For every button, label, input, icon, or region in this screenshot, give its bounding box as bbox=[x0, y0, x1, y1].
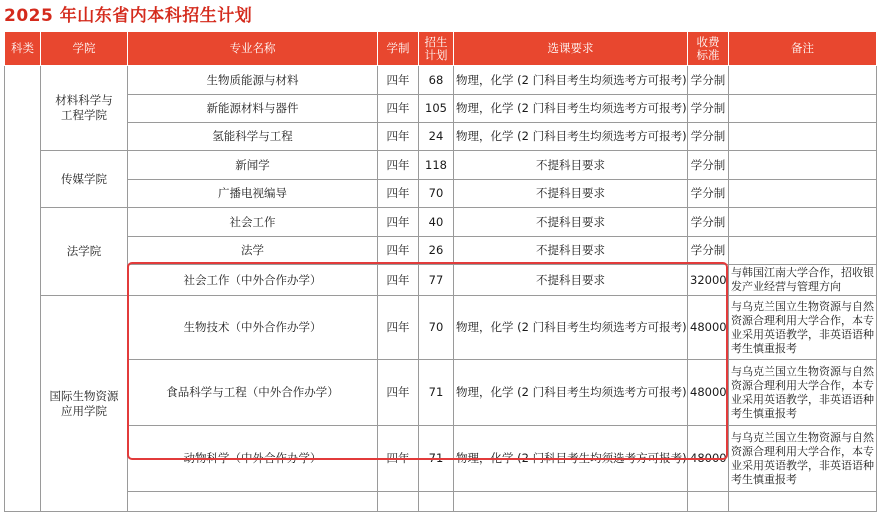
duration-cell: 四年 bbox=[378, 296, 419, 360]
college-materials-line1: 材料科学与 bbox=[55, 93, 113, 107]
plan-cell bbox=[419, 492, 454, 512]
note-cell: 与韩国江南大学合作，招收银发产业经营与管理方向 bbox=[729, 265, 877, 296]
fee-cell: 学分制 bbox=[688, 151, 729, 180]
subjects-cell: 不提科目要求 bbox=[454, 237, 688, 265]
major-cell: 社会工作 bbox=[128, 208, 378, 237]
major-cell: 广播电视编导 bbox=[128, 180, 378, 208]
header-row bbox=[5, 32, 877, 66]
header-college: 学院 bbox=[41, 32, 128, 66]
note-cell bbox=[729, 151, 877, 180]
table-row bbox=[5, 151, 877, 180]
fee-cell: 学分制 bbox=[688, 237, 729, 265]
subjects-cell: 不提科目要求 bbox=[454, 180, 688, 208]
major-cell: 食品科学与工程（中外合作办学） bbox=[128, 360, 378, 426]
plan-cell: 71 bbox=[419, 360, 454, 426]
header-notes: 备注 bbox=[729, 32, 877, 66]
note-cell bbox=[729, 237, 877, 265]
subjects-cell bbox=[454, 492, 688, 512]
duration-cell: 四年 bbox=[378, 208, 419, 237]
header-plan-line1: 招生 bbox=[424, 34, 448, 49]
fee-cell: 学分制 bbox=[688, 208, 729, 237]
subjects-cell: 物理，化学 (2 门科目考生均须选考方可报考) bbox=[454, 66, 688, 95]
note-cell bbox=[729, 95, 877, 123]
duration-cell: 四年 bbox=[378, 151, 419, 180]
college-materials bbox=[41, 66, 128, 151]
college-media: 传媒学院 bbox=[41, 151, 128, 208]
major-cell: 生物技术（中外合作办学） bbox=[128, 296, 378, 360]
header-duration: 学制 bbox=[378, 32, 419, 66]
fee-cell: 32000 bbox=[688, 265, 729, 296]
major-cell: 法学 bbox=[128, 237, 378, 265]
plan-cell: 26 bbox=[419, 237, 454, 265]
note-cell bbox=[729, 208, 877, 237]
note-cell: 与乌克兰国立生物资源与自然资源合理利用大学合作，本专业采用英语教学，非英语语种考生慎重报考 bbox=[729, 426, 877, 492]
duration-cell: 四年 bbox=[378, 360, 419, 426]
header-fee bbox=[688, 32, 729, 66]
duration-cell: 四年 bbox=[378, 237, 419, 265]
subjects-cell: 不提科目要求 bbox=[454, 151, 688, 180]
enrollment-plan-table bbox=[4, 31, 877, 512]
note-cell bbox=[729, 180, 877, 208]
major-cell: 新能源材料与器件 bbox=[128, 95, 378, 123]
college-bio-line1: 国际生物资源 bbox=[49, 388, 119, 403]
fee-cell: 48000 bbox=[688, 296, 729, 360]
header-subjects: 选课要求 bbox=[454, 32, 688, 66]
fee-cell: 学分制 bbox=[688, 95, 729, 123]
header-category: 科类 bbox=[5, 32, 41, 66]
subjects-cell: 物理，化学 (2 门科目考生均须选考方可报考) bbox=[454, 123, 688, 151]
table-row bbox=[5, 237, 877, 265]
major-cell bbox=[128, 492, 378, 512]
page-title: 2025 年山东省内本科招生计划 bbox=[4, 6, 253, 26]
subjects-cell: 不提科目要求 bbox=[454, 208, 688, 237]
table-row bbox=[5, 426, 877, 492]
major-cell: 氢能科学与工程 bbox=[128, 123, 378, 151]
duration-cell: 四年 bbox=[378, 426, 419, 492]
plan-cell: 24 bbox=[419, 123, 454, 151]
fee-cell bbox=[688, 492, 729, 512]
duration-cell: 四年 bbox=[378, 180, 419, 208]
table-row bbox=[5, 123, 877, 151]
duration-cell: 四年 bbox=[378, 66, 419, 95]
major-cell: 社会工作（中外合作办学） bbox=[128, 265, 378, 296]
table-row bbox=[5, 208, 877, 237]
note-cell bbox=[729, 492, 877, 512]
college-bio-line2: 应用学院 bbox=[61, 403, 107, 418]
college-materials-line2: 工程学院 bbox=[61, 108, 107, 122]
note-cell bbox=[729, 66, 877, 95]
header-major: 专业名称 bbox=[128, 32, 378, 66]
subjects-cell: 物理，化学 (2 门科目考生均须选考方可报考) bbox=[454, 296, 688, 360]
note-cell bbox=[729, 123, 877, 151]
duration-cell: 四年 bbox=[378, 123, 419, 151]
plan-cell: 70 bbox=[419, 180, 454, 208]
table-row bbox=[5, 95, 877, 123]
table-row bbox=[5, 360, 877, 426]
plan-cell: 105 bbox=[419, 95, 454, 123]
duration-cell: 四年 bbox=[378, 265, 419, 296]
fee-cell: 学分制 bbox=[688, 66, 729, 95]
table-row bbox=[5, 180, 877, 208]
major-cell: 新闻学 bbox=[128, 151, 378, 180]
plan-cell: 71 bbox=[419, 426, 454, 492]
college-law: 法学院 bbox=[41, 208, 128, 296]
subjects-cell: 物理，化学 (2 门科目考生均须选考方可报考) bbox=[454, 95, 688, 123]
table-row bbox=[5, 66, 877, 95]
header-plan-line2: 计划 bbox=[424, 47, 448, 62]
header-fee-line1: 收费 bbox=[696, 34, 720, 49]
fee-cell: 48000 bbox=[688, 426, 729, 492]
header-fee-line2: 标准 bbox=[696, 47, 720, 62]
header-plan bbox=[419, 32, 454, 66]
duration-cell: 四年 bbox=[378, 95, 419, 123]
note-cell: 与乌克兰国立生物资源与自然资源合理利用大学合作，本专业采用英语教学，非英语语种考生慎重报考 bbox=[729, 296, 877, 360]
subjects-cell: 物理，化学 (2 门科目考生均须选考方可报考) bbox=[454, 426, 688, 492]
note-cell: 与乌克兰国立生物资源与自然资源合理利用大学合作，本专业采用英语教学，非英语语种考生慎重报考 bbox=[729, 360, 877, 426]
table-row bbox=[5, 265, 877, 296]
major-cell: 动物科学（中外合作办学） bbox=[128, 426, 378, 492]
subjects-cell: 不提科目要求 bbox=[454, 265, 688, 296]
plan-cell: 40 bbox=[419, 208, 454, 237]
duration-cell bbox=[378, 492, 419, 512]
subjects-cell: 物理，化学 (2 门科目考生均须选考方可报考) bbox=[454, 360, 688, 426]
plan-cell: 118 bbox=[419, 151, 454, 180]
fee-cell: 学分制 bbox=[688, 180, 729, 208]
plan-cell: 70 bbox=[419, 296, 454, 360]
major-cell: 生物质能源与材料 bbox=[128, 66, 378, 95]
table-row bbox=[5, 296, 877, 360]
plan-cell: 68 bbox=[419, 66, 454, 95]
fee-cell: 48000 bbox=[688, 360, 729, 426]
fee-cell: 学分制 bbox=[688, 123, 729, 151]
plan-cell: 77 bbox=[419, 265, 454, 296]
college-bio bbox=[41, 296, 128, 512]
table-row bbox=[5, 492, 877, 512]
category-cell bbox=[5, 66, 41, 512]
